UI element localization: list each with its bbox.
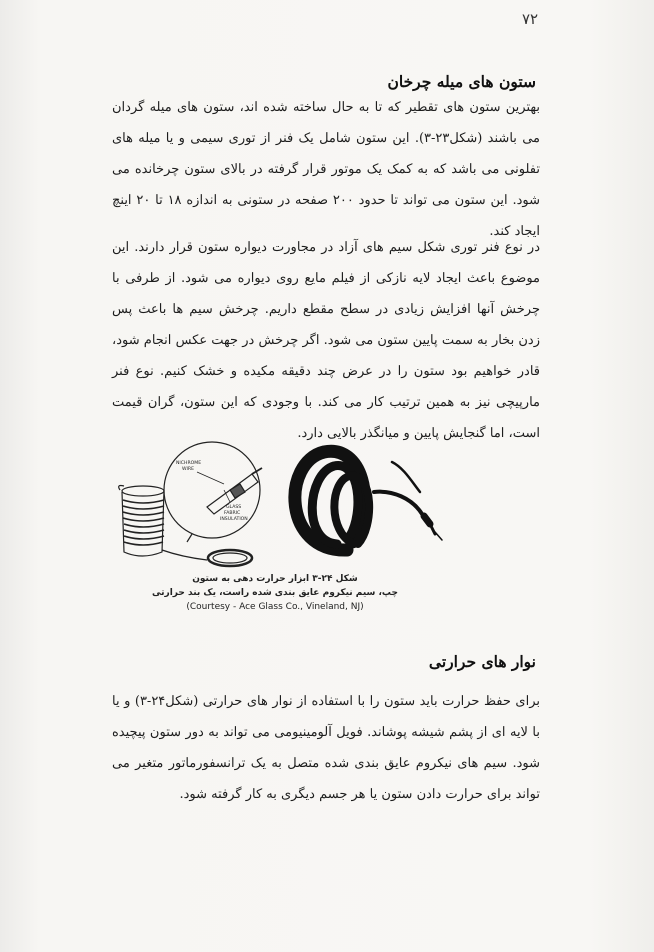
heating-tools-illustration <box>112 432 542 582</box>
section-heading-heating-tapes: نوار های حرارتی <box>428 652 536 671</box>
paragraph-1: بهترین ستون های تقطیر که تا به حال ساخته شده اند، ستون های میله گردان می باشند (شکل۲۳-۳). این ستون شامل یک فنر از توری سیمی و یا میله های تفلونی می باشد که به کمک یک موتور قرار گرفته در بالای ستون چرخانده می شود. این ستون می تواند تا حدود ۲۰۰ صفحه در ستونی به اندازه ۱۸ تا ۲۰ اینچ ایجاد کند. <box>112 100 540 239</box>
caption-line-1: شکل ۲۴-۳ ابزار حرارت دهی به ستون <box>192 574 358 584</box>
callout-fabric: FABRIC <box>224 511 241 516</box>
section-heading-rotating-rod-columns: ستون های میله چرخان <box>387 72 536 91</box>
figure-caption <box>150 572 400 614</box>
callout-nichrome: NICHROME <box>176 461 202 466</box>
caption-credit: (Courtesy - Ace Glass Co., Vineland, NJ) <box>186 602 364 612</box>
callout-glass: GLASS <box>226 505 242 510</box>
page-number: ۷۲ <box>521 10 539 28</box>
figure-heating-tools <box>112 432 542 582</box>
callout-wire: WIRE <box>182 467 194 472</box>
callout-insulation: INSULATION <box>220 517 248 522</box>
heating-tape-coil-illustration <box>295 451 442 550</box>
paragraph-2: در نوع فنر توری شکل سیم های آزاد در مجاورت دیواره ستون قرار دارند. این موضوع باعث ایجاد لایه نازکی از فیلم مایع روی دیواره می شود. از طرفی با چرخش آنها افزایش زیادی در سطح مقطع داریم. چرخش سیم ها باعث پس زدن بخار به سمت پایین ستون می شود. اگر چرخش در جهت عکس انجام شود، قادر خواهیم بود ستون را در عرض چند دقیقه مکیده و خشک کنیم. نوع فنر مارپیچی نیز به همین ترتیب کار می کند. با وجودی که این ستون، گران قیمت است، اما گنجایش پایین و میانگذر بالایی دارد. <box>112 240 540 441</box>
magnified-wire-inset <box>164 442 262 542</box>
caption-line-2: چپ، سیم نیکروم عایق بندی شده راست، یک بند حرارتی <box>152 588 398 598</box>
paragraph-3: برای حفظ حرارت باید ستون را با استفاده از نوار های حرارتی (شکل۲۴-۳) و یا با لایه ای از پشم شیشه پوشاند. فویل آلومینیومی می تواند به دور ستون پیچیده شود. سیم های نیکروم عایق بندی شده متصل به یک ترانسفورماتور متغیر می تواند برای حرارت دادن ستون یا هر جسم دیگری به کار گرفته شود. <box>112 694 540 802</box>
